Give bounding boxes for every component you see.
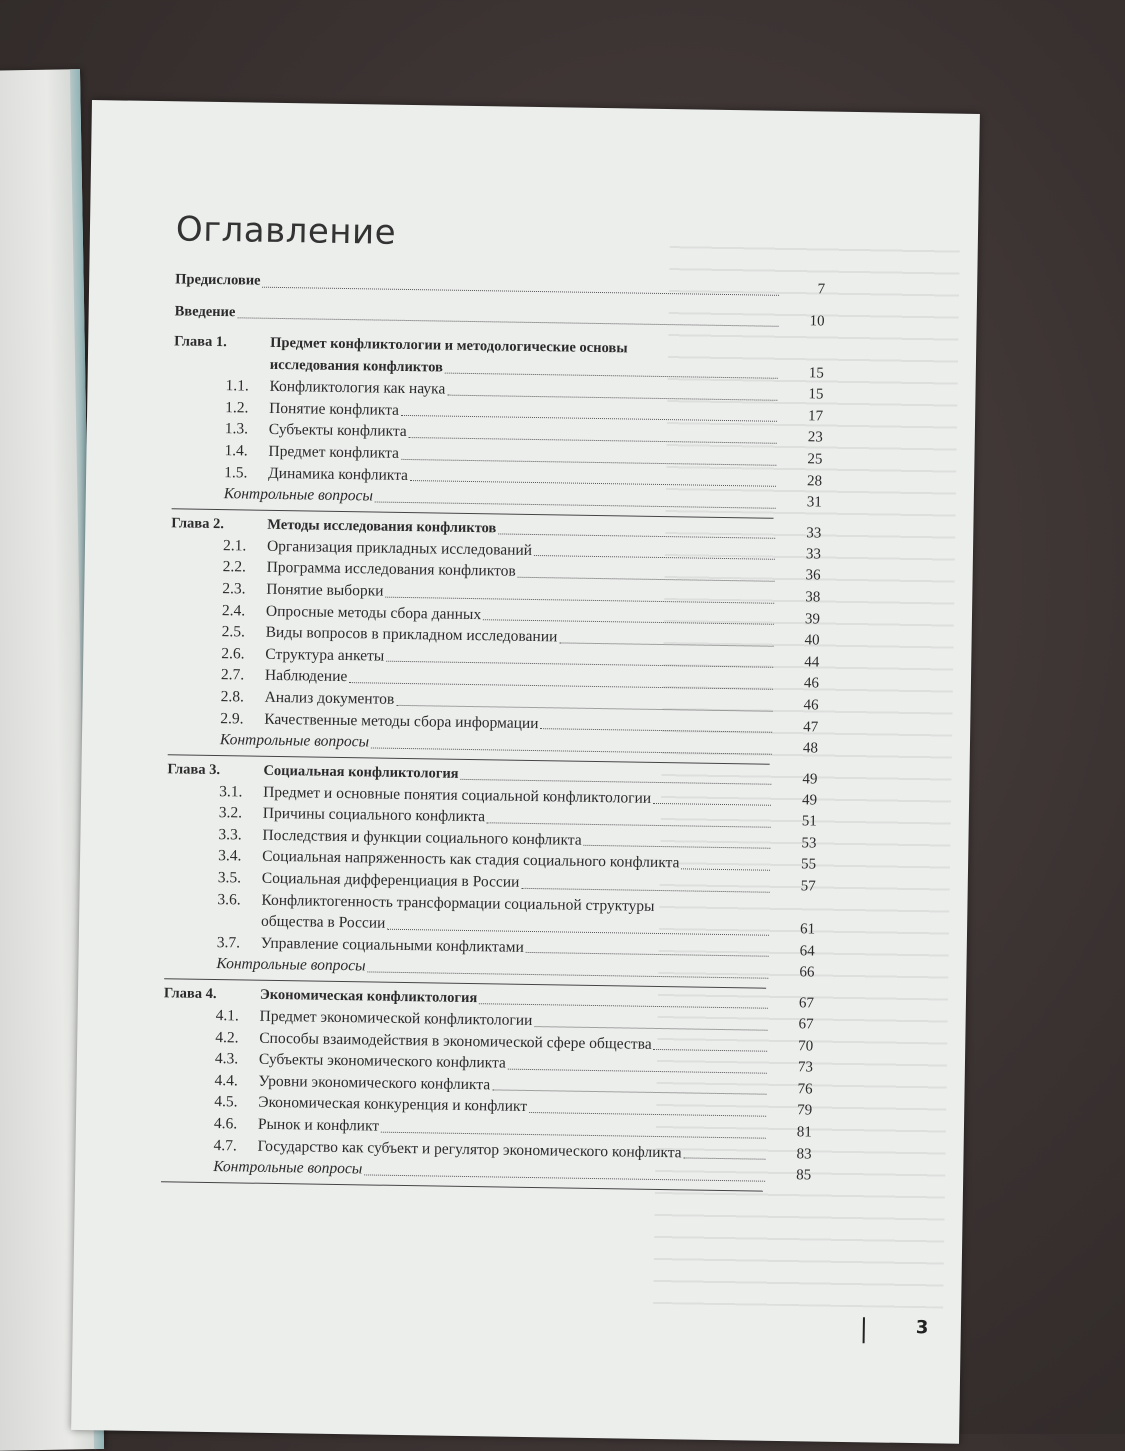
- entry-page: 55: [800, 856, 817, 873]
- dot-leader: [534, 1026, 767, 1031]
- dot-leader: [371, 747, 772, 754]
- entry-page: 46: [803, 675, 820, 692]
- entry-page: 23: [807, 429, 823, 446]
- dot-leader: [410, 480, 776, 487]
- entry-page: 85: [796, 1167, 812, 1184]
- dot-leader: [508, 1068, 767, 1073]
- dot-leader: [681, 868, 770, 870]
- dot-leader: [487, 822, 771, 827]
- entry-title: Предмет экономической конфликтологии: [259, 1007, 533, 1030]
- section-number: 3.4.: [218, 847, 242, 865]
- entry-title-cont: общества в России: [260, 913, 386, 932]
- dot-leader: [375, 501, 776, 508]
- entry-title: Причины социального конфликта: [262, 805, 486, 826]
- entry-title: Программа исследования конфликтов: [266, 559, 516, 581]
- chapter-title-text: Методы исследования конфликтов: [267, 516, 497, 537]
- entry-title: Опросные методы сбора данных: [265, 602, 482, 623]
- dot-leader: [521, 887, 769, 892]
- section-number: 2.8.: [220, 688, 245, 706]
- section-number: 3.2.: [218, 804, 243, 822]
- section-number: 4.7.: [213, 1136, 237, 1154]
- dot-leader: [684, 1158, 766, 1160]
- entry-page: 67: [798, 1016, 814, 1033]
- dot-leader: [584, 845, 771, 849]
- section-number: 1.4.: [224, 442, 248, 460]
- dot-leader: [492, 1090, 766, 1095]
- entry-title: Способы взаимодействия в экономической сфере общества: [259, 1029, 652, 1053]
- entry-page: 49: [801, 791, 818, 809]
- dot-leader: [540, 728, 772, 733]
- entry-title: Контрольные вопросы: [223, 485, 374, 505]
- entry-page: 81: [796, 1124, 812, 1141]
- dot-leader: [483, 619, 774, 625]
- entry-page: 76: [797, 1081, 813, 1098]
- section-number: 4.6.: [213, 1115, 238, 1133]
- entry-page: 40: [804, 632, 820, 649]
- entry-page: 51: [801, 813, 817, 830]
- section-number: 2.9.: [220, 709, 244, 727]
- entry-title: Конфликтология как наука: [269, 378, 446, 398]
- section-number: 2.3.: [222, 580, 246, 598]
- entry-title: Предисловие: [175, 271, 261, 289]
- section-number: 1.1.: [225, 377, 249, 395]
- dot-leader: [445, 373, 778, 379]
- dot-leader: [498, 533, 775, 538]
- chapter-title-text: Предмет конфликтологии и методологические основы: [270, 335, 628, 357]
- entry-page: 83: [796, 1145, 812, 1163]
- entry-title: Организация прикладных исследований: [266, 537, 533, 559]
- entry-page: 70: [798, 1037, 814, 1055]
- section-number: 2.4.: [221, 601, 246, 620]
- chapter-title-text: Экономическая конфликтология: [259, 986, 478, 1007]
- entry-title: Контрольные вопросы: [219, 731, 370, 751]
- section-number: 4.1.: [215, 1007, 240, 1025]
- chapter-label: Глава 2.: [171, 515, 225, 532]
- entry-title: Понятие выборки: [266, 580, 384, 600]
- dot-leader: [534, 555, 775, 560]
- entry-title: Рынок и конфликт: [257, 1115, 380, 1135]
- entry-title: Введение: [174, 302, 236, 320]
- entry-page: 38: [805, 589, 821, 606]
- dot-leader: [653, 803, 771, 806]
- section-number: 4.4.: [214, 1071, 238, 1090]
- section-number: 3.3.: [218, 825, 242, 844]
- entry-title: Управление социальными конфликтами: [260, 934, 524, 956]
- entry-page: 66: [799, 964, 815, 981]
- dot-leader: [526, 952, 769, 957]
- section-number: 4.5.: [214, 1093, 238, 1111]
- section-number: 2.2.: [222, 558, 247, 576]
- entry-page: 79: [797, 1102, 813, 1119]
- chapter-page: 67: [798, 995, 815, 1012]
- section-number: 4.2.: [215, 1028, 239, 1047]
- entry-title: Государство как субъект и регулятор экономического конфликта: [257, 1137, 682, 1161]
- entry-page: 48: [802, 740, 819, 757]
- entry-page: 10: [809, 312, 825, 330]
- entry-title: Социальная дифференциация в России: [261, 869, 520, 891]
- section-number: 3.6.: [217, 890, 241, 909]
- dot-leader: [409, 437, 777, 444]
- section-number: 3.7.: [216, 933, 241, 952]
- chapter-page: 15: [808, 365, 824, 382]
- entry-title: Наблюдение: [264, 667, 348, 686]
- page-number: 3: [915, 1317, 929, 1339]
- entry-page: 36: [805, 567, 821, 584]
- entry-title: Субъекты конфликта: [268, 421, 407, 441]
- entry-page: 15: [808, 386, 824, 403]
- entry-title: Контрольные вопросы: [213, 1158, 363, 1178]
- entry-title: Конфликтогенность трансформации социальной структуры: [261, 891, 655, 915]
- entry-title: Уровни экономического конфликта: [258, 1072, 491, 1094]
- entry-page: 7: [817, 281, 826, 298]
- entry-title: Структура анкеты: [265, 645, 385, 665]
- dot-leader: [364, 1174, 765, 1181]
- toc-page: [71, 100, 980, 1444]
- entry-title: Анализ документов: [264, 688, 395, 708]
- section-number: 1.2.: [225, 398, 249, 417]
- entry-page: 64: [799, 943, 815, 960]
- entry-page: 25: [807, 451, 823, 468]
- dot-leader: [518, 577, 775, 582]
- entry-title: Социальная напряженность как стадия социального конфликта: [262, 848, 680, 872]
- chapter-label: Глава 4.: [163, 985, 217, 1003]
- chapter-title-text: Социальная конфликтология: [263, 762, 459, 782]
- section-number: 2.5.: [221, 623, 246, 641]
- dot-leader: [367, 971, 768, 978]
- entry-page: 28: [806, 472, 823, 490]
- dot-leader: [559, 642, 773, 646]
- section-number: 2.1.: [222, 536, 247, 555]
- entry-title: Контрольные вопросы: [216, 955, 366, 975]
- entry-title: Виды вопросов в прикладном исследовании: [265, 623, 558, 646]
- entry-title: Последствия и функции социального конфликта: [262, 826, 582, 849]
- page-title: Оглавление: [175, 209, 397, 253]
- dot-leader: [401, 415, 777, 422]
- folio-rule: [863, 1317, 865, 1343]
- entry-title: Предмет и основные понятия социальной конфликтологии: [263, 783, 652, 807]
- dot-leader: [396, 704, 772, 711]
- dot-leader: [447, 394, 777, 400]
- chapter-label: Глава 3.: [167, 760, 221, 778]
- chapter-page: 33: [806, 525, 822, 542]
- entry-page: 73: [797, 1059, 814, 1076]
- section-number: 3.5.: [217, 869, 242, 887]
- section-number: 4.3.: [214, 1050, 239, 1068]
- entry-page: 31: [806, 494, 822, 511]
- entry-page: 39: [804, 610, 821, 628]
- entry-title: Субъекты экономического конфликта: [258, 1050, 507, 1072]
- entry-title: Качественные методы сбора информации: [264, 710, 539, 732]
- dot-leader: [529, 1112, 766, 1117]
- chapter-label: Глава 1.: [174, 333, 227, 351]
- entry-page: 47: [803, 718, 819, 735]
- section-number: 1.5.: [224, 463, 248, 482]
- entry-page: 17: [807, 408, 824, 425]
- entry-page: 44: [804, 653, 820, 671]
- dot-leader: [461, 779, 772, 785]
- chapter-page: 49: [802, 770, 818, 788]
- dot-leader: [654, 1049, 768, 1052]
- entry-title: Динамика конфликта: [268, 464, 409, 484]
- section-number: 2.6.: [221, 644, 245, 663]
- entry-title: Экономическая конкуренция и конфликт: [258, 1094, 528, 1116]
- entry-page: 46: [803, 697, 819, 714]
- entry-title: Предмет конфликта: [268, 442, 400, 462]
- entry-page: 53: [801, 835, 817, 852]
- chapter-title-text: исследования конфликтов: [269, 357, 443, 376]
- dot-leader: [401, 458, 776, 465]
- dot-leader: [237, 317, 778, 327]
- entry-page: 57: [800, 878, 816, 895]
- section-number: 3.1.: [219, 782, 243, 801]
- entry-page: 61: [799, 921, 816, 938]
- table-of-contents: [161, 269, 825, 1187]
- dot-leader: [479, 1003, 768, 1009]
- section-number: 2.7.: [220, 666, 245, 684]
- section-number: 1.3.: [224, 420, 249, 438]
- entry-page: 33: [805, 546, 822, 563]
- entry-title: Понятие конфликта: [269, 399, 400, 419]
